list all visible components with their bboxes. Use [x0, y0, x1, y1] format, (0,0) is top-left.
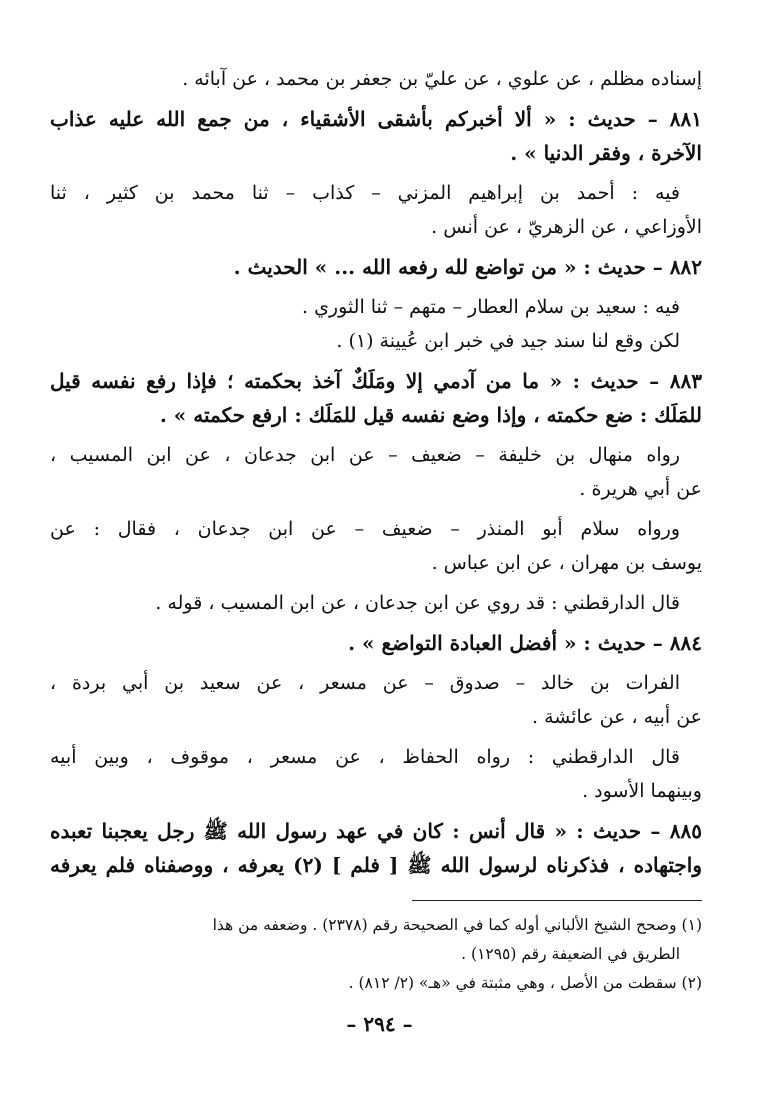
text-line: قال الدارقطني : رواه الحفاظ ، عن مسعر ، موقوف ، وبين أبيه	[50, 746, 680, 768]
text-line: وبينهما الأسود .	[582, 780, 702, 802]
hadith-881-heading: ٨٨١ – حديث : « ألا أخبركم بأشقى الأشقياء ، من جمع الله عليه عذاب	[50, 107, 702, 131]
hadith-883-heading-cont: للمَلَك : ضع حكمته ، وإذا وضع نفسه قيل للمَلَك : ارفع حكمته » .	[159, 403, 702, 427]
hadith-883-heading: ٨٨٣ – حديث : « ما من آدمي إلا ومَلَكٌ آخذ بحكمته ؛ فإذا رفع نفسه قيل	[50, 369, 702, 393]
hadith-885-heading: ٨٨٥ – حديث : « قال أنس : كان في عهد رسول الله ﷺ رجل يعجبنا تعبده	[50, 819, 702, 843]
footnote-1: (١) وصحح الشيخ الألباني أوله كما في الصحيحة رقم (٢٣٧٨) . وضعفه من هذا	[212, 916, 702, 934]
hadith-882-heading: ٨٨٢ – حديث : « من تواضع لله رفعه الله ... » الحديث .	[233, 255, 702, 279]
hadith-884-heading: ٨٨٤ – حديث : « أفضل العبادة التواضع » .	[348, 631, 702, 655]
text-line: الأوزاعي ، عن الزهريّ ، عن أنس .	[431, 216, 702, 238]
text-line: قال الدارقطني : قد روي عن ابن جدعان ، عن ابن المسيب ، قوله .	[155, 592, 680, 614]
text-line: لكن وقع لنا سند جيد في خبر ابن عُيينة (١) .	[336, 330, 680, 352]
text-line: يوسف بن مهران ، عن ابن عباس .	[431, 552, 702, 574]
footnote-2: (٢) سقطت من الأصل ، وهي مثبتة في «هـ» (٢/ ٨١٢) .	[348, 974, 702, 992]
text-line: عن أبي هريرة .	[579, 478, 702, 500]
text-line: فيه : أحمد بن إبراهيم المزني – كذاب – ثنا محمد بن كثير ، ثنا	[50, 182, 680, 204]
text-line: رواه منهال بن خليفة – ضعيف – عن ابن جدعان ، عن ابن المسيب ،	[50, 444, 680, 466]
hadith-881-heading-cont: الآخرة ، وفقر الدنيا » .	[510, 141, 702, 165]
footnote-1-cont: الطريق في الضعيفة رقم (١٢٩٥) .	[461, 945, 680, 963]
page-number: – ٢٩٤ –	[346, 1012, 413, 1036]
text-line: الفرات بن خالد – صدوق – عن مسعر ، عن سعيد بن أبي بردة ،	[50, 672, 680, 694]
text-line: فيه : سعيد بن سلام العطار – متهم – ثنا الثوري .	[301, 296, 680, 318]
text-line: إسناده مظلم ، عن علوي ، عن عليّ بن جعفر بن محمد ، عن آبائه .	[182, 68, 702, 90]
text-line: ورواه سلام أبو المنذر – ضعيف – عن ابن جدعان ، فقال : عن	[50, 518, 680, 540]
hadith-885-heading-cont: واجتهاده ، فذكرناه لرسول الله ﷺ [ فلم ] (٢) يعرفه ، ووصفناه فلم يعرفه	[50, 853, 702, 877]
footnote-divider	[412, 900, 702, 901]
text-line: عن أبيه ، عن عائشة .	[531, 706, 702, 728]
